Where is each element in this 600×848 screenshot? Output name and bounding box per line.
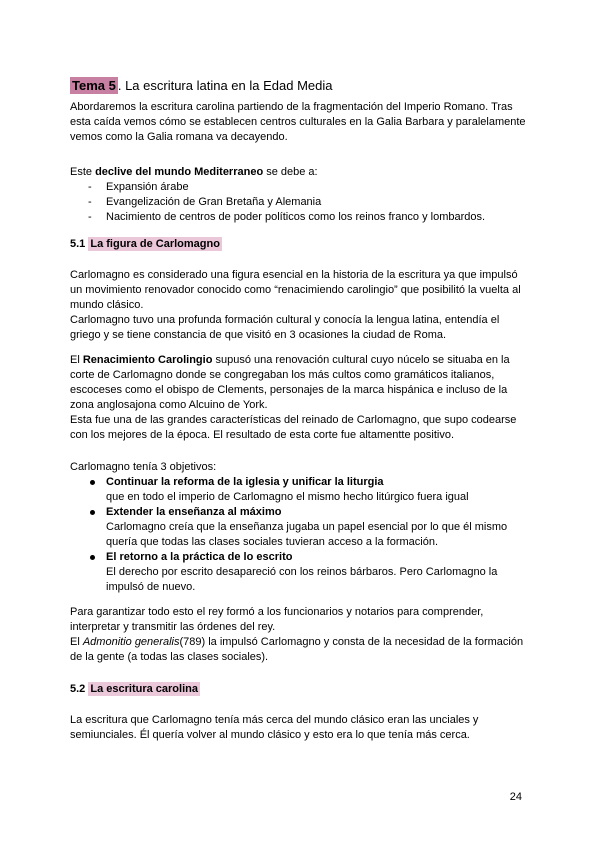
title-highlight: Tema 5 [72,78,116,93]
objective-body: que en todo el imperio de Carlomagno el mismo hecho litúrgico fuera igual [106,491,469,503]
objective-body: Carlomagno creía que la enseñanza jugaba un papel esencial por lo que él mismo quería que todas las clases sociales tuvieran acceso a la formación. [106,521,508,548]
paragraph: El Renacimiento Carolingio supusó una renovación cultural cuyo núcelo se situaba en la corte de Carlomagno donde se congregaban los más cultos como gramáticos italianos, escoceses como el obispo de Clements, personajes de la marca hispánica e incluso de la zona anglosajona como Alcuino de York. [70,354,510,411]
section-number: 5.2 [70,683,86,695]
carolina-paragraph: La escritura que Carlomagno tenía más cerca del mundo clásico eran las unciales y semiunciales. Él quería volver al mundo clásico y esto era lo que tenía más cerca. [70,714,479,741]
dash-icon: - [88,181,92,193]
section-heading-5-1 [70,237,532,252]
decline-heading: Este declive del mundo Mediterraneo se debe a: [70,166,318,178]
paragraph: Esta fue una de las grandes características del reinado de Carlomagno, que supo codearse con los mejores de la época. El resultado de esta corte fue altamentte positivo. [70,414,517,441]
closing-paragraphs [70,605,532,665]
objective-title: Extender la enseñanza al máximo [106,506,282,518]
page-title [70,78,532,94]
objective-item [70,505,532,550]
objective-item [70,475,532,505]
bullet-icon [90,510,95,515]
objectives-section [70,460,532,595]
title-text: . La escritura latina en la Edad Media [117,78,333,93]
objective-title: El retorno a la práctica de lo escrito [106,551,293,563]
paragraph: Carlomagno es considerado una figura esencial en la historia de la escritura ya que impulsó un movimiento renovador conocido como “renacimiendo carolingio” que posibilitó la vuelta al mundo clásico. [70,269,521,311]
list-item-text: Nacimiento de centros de poder políticos como los reinos franco y lombardos. [106,211,486,223]
list-item-text: Expansión árabe [106,181,189,193]
page-number: 24 [509,791,522,803]
dash-icon: - [88,196,92,208]
objective-title: Continuar la reforma de la iglesia y unificar la liturgia [106,476,384,488]
bullet-icon [90,555,95,560]
decline-section [70,165,532,225]
objectives-intro: Carlomagno tenía 3 objetivos: [70,461,217,473]
dash-icon: - [88,211,92,223]
intro-paragraph: Abordaremos la escritura carolina partiendo de la fragmentación del Imperio Romano. Tras esta caída vemos cómo se establecen centros culturales en la Galia Barbara y paralelamente vemos como la Galia romana va decayendo. [70,101,526,143]
objective-item [70,550,532,595]
decline-bold-text: declive del mundo Mediterraneo [95,166,264,178]
section-heading-5-2 [70,682,532,697]
paragraph: Carlomagno tuvo una profunda formación cultural y conocía la lengua latina, entendía el griego y se tiene constancia de que visitó en 3 ocasiones la ciudad de Roma. [70,314,500,341]
paragraph: Para garantizar todo esto el rey formó a los funcionarios y notarios para comprender, interpretar y transmitir las órdenes del rey. [70,606,484,633]
admonitio-italic-text: Admonitio generalis [82,636,180,648]
carlomagno-paragraphs [70,268,532,343]
list-item [70,180,532,195]
list-item [70,210,532,225]
section-number: 5.1 [70,238,86,250]
renaissance-paragraphs [70,353,532,443]
section-title-highlight: La escritura carolina [90,683,198,695]
section-title-highlight: La figura de Carlomagno [90,238,220,250]
renaissance-bold-text: Renacimiento Carolingio [82,354,213,366]
bullet-icon [90,480,95,485]
list-item [70,195,532,210]
paragraph: El Admonitio generalis(789) la impulsó Carlomagno y consta de la necesidad de la formación de la gente (a todas las clases sociales). [70,636,524,663]
list-item-text: Evangelización de Gran Bretaña y Alemania [106,196,322,208]
objective-body: El derecho por escrito desapareció con los reinos bárbaros. Pero Carlomagno la impulsó de nuevo. [106,566,498,593]
